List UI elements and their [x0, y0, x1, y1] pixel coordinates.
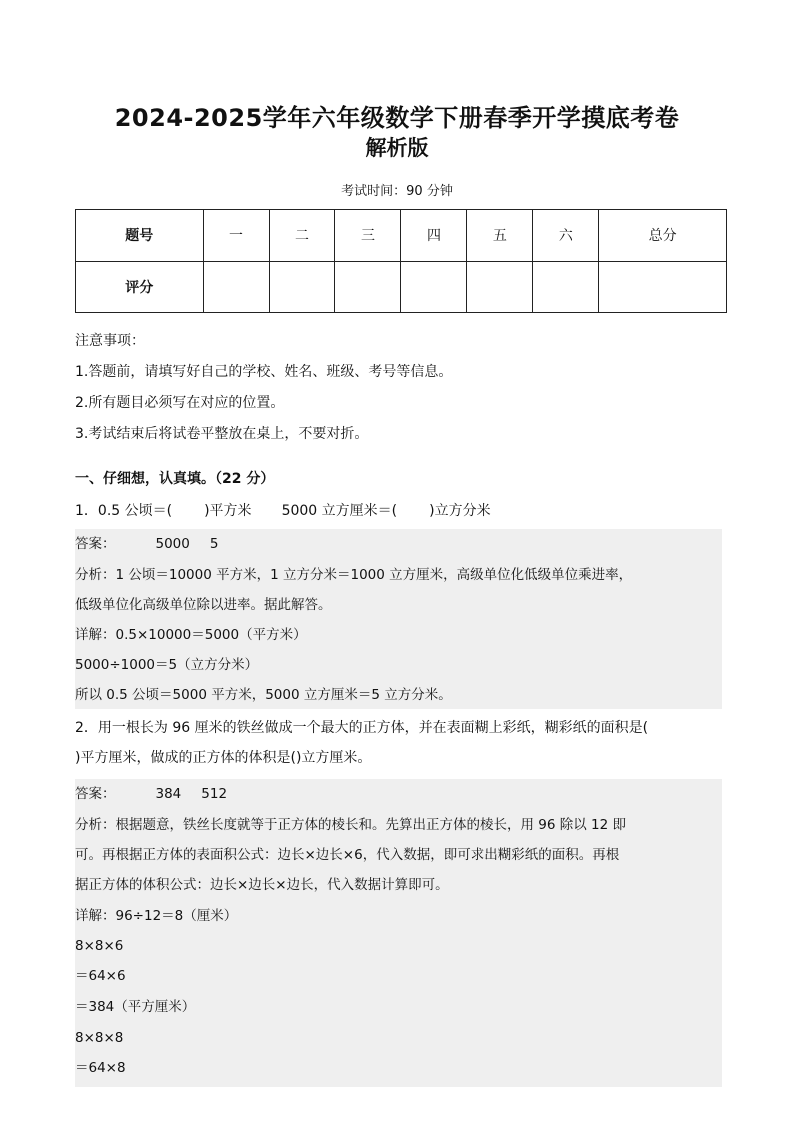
score-cell-6[interactable]	[533, 261, 599, 313]
score-cell-1[interactable]	[203, 261, 269, 313]
q2-detail-line-4: ＝384（平方厘米）	[75, 999, 196, 1015]
q1-detail-line-3: 所以 0.5 公顷＝5000 平方米，5000 立方厘米＝5 立方分米。	[75, 687, 452, 703]
header-cell-5: 五	[467, 210, 533, 262]
q2-analysis-line-3: 据正方体的体积公式：边长×边长×边长，代入数据计算即可。	[75, 877, 449, 893]
header-cell-4: 四	[401, 210, 467, 262]
score-cell-3[interactable]	[335, 261, 401, 313]
q2-answer	[75, 779, 725, 809]
q2-stem-part-b: )立方厘米。	[295, 750, 372, 766]
notes-item: 2.所有题目必须写在对应的位置。	[75, 395, 285, 411]
score-row-label: 评分	[76, 261, 204, 313]
q1-answer-label: 答案：	[75, 536, 116, 552]
score-table-header-row	[76, 210, 727, 262]
q1-answer-1: 5000	[155, 536, 190, 552]
q2-detail-line-6: ＝64×8	[75, 1060, 126, 1076]
q1-part-a: 1．0.5 公顷＝(	[75, 503, 173, 519]
header-cell-3: 三	[335, 210, 401, 262]
score-cell-5[interactable]	[467, 261, 533, 313]
exam-time: 考试时间：90 分钟	[341, 184, 453, 199]
q2-analysis-line-1: 分析：根据题意，铁丝长度就等于正方体的棱长和。先算出正方体的棱长，用 96 除以 12 即	[75, 817, 627, 833]
q2-analysis-line-2: 可。再根据正方体的表面积公式：边长×边长×6，代入数据，即可求出糊彩纸的面积。再根	[75, 847, 620, 863]
q1-answer-2: 5	[209, 536, 219, 552]
notes-block	[75, 330, 452, 454]
notes-item: 1.答题前，请填写好自己的学校、姓名、班级、考号等信息。	[75, 364, 453, 380]
q1-answer	[75, 529, 725, 559]
q2-stem-part-a: )平方厘米，做成的正方体的体积是(	[75, 750, 296, 766]
score-table	[75, 209, 727, 313]
q1-part-d: )立方分米	[429, 503, 491, 519]
q1-detail-line-1: 详解：0.5×10000＝5000（平方米）	[75, 627, 307, 643]
q1-detail-line-2: 5000÷1000＝5（立方分米）	[75, 657, 259, 673]
q1-analysis-line-2: 低级单位化高级单位除以进率。据此解答。	[75, 597, 332, 613]
header-cell-label: 题号	[76, 210, 204, 262]
q2-detail-line-1: 详解：96÷12＝8（厘米）	[75, 908, 238, 924]
notes-heading: 注意事项：	[75, 333, 145, 349]
q2-stem-line-2	[75, 743, 725, 773]
score-cell-total[interactable]	[599, 261, 727, 313]
q2-answer-2: 512	[201, 786, 228, 802]
q2-stem-line-1: 2．用一根长为 96 厘米的铁丝做成一个最大的正方体，并在表面糊上彩纸，糊彩纸的面积是(	[75, 720, 649, 736]
score-cell-2[interactable]	[269, 261, 335, 313]
header-cell-6: 六	[533, 210, 599, 262]
q2-detail-line-5: 8×8×8	[75, 1030, 124, 1046]
q1-part-b: )平方米	[204, 503, 252, 519]
header-cell-2: 二	[269, 210, 335, 262]
score-table-score-row	[76, 261, 727, 313]
q1-part-c: 5000 立方厘米＝(	[281, 503, 398, 519]
question-1	[75, 500, 725, 522]
page-title: 2024-2025学年六年级数学下册春季开学摸底考卷	[114, 104, 680, 132]
q2-answer-1: 384	[155, 786, 182, 802]
score-cell-4[interactable]	[401, 261, 467, 313]
page-subtitle: 解析版	[365, 136, 429, 160]
q2-detail-line-3: ＝64×6	[75, 968, 126, 984]
header-cell-total: 总分	[599, 210, 727, 262]
section-title: 一、仔细想，认真填。（22 分）	[75, 471, 275, 487]
q1-analysis-line-1: 分析：1 公顷＝10000 平方米，1 立方分米＝1000 立方厘米，高级单位化低级单位乘进率，	[75, 567, 633, 583]
header-cell-1: 一	[203, 210, 269, 262]
q2-detail-line-2: 8×8×6	[75, 938, 124, 954]
notes-item: 3.考试结束后将试卷平整放在桌上，不要对折。	[75, 426, 369, 442]
q2-answer-label: 答案：	[75, 786, 116, 802]
